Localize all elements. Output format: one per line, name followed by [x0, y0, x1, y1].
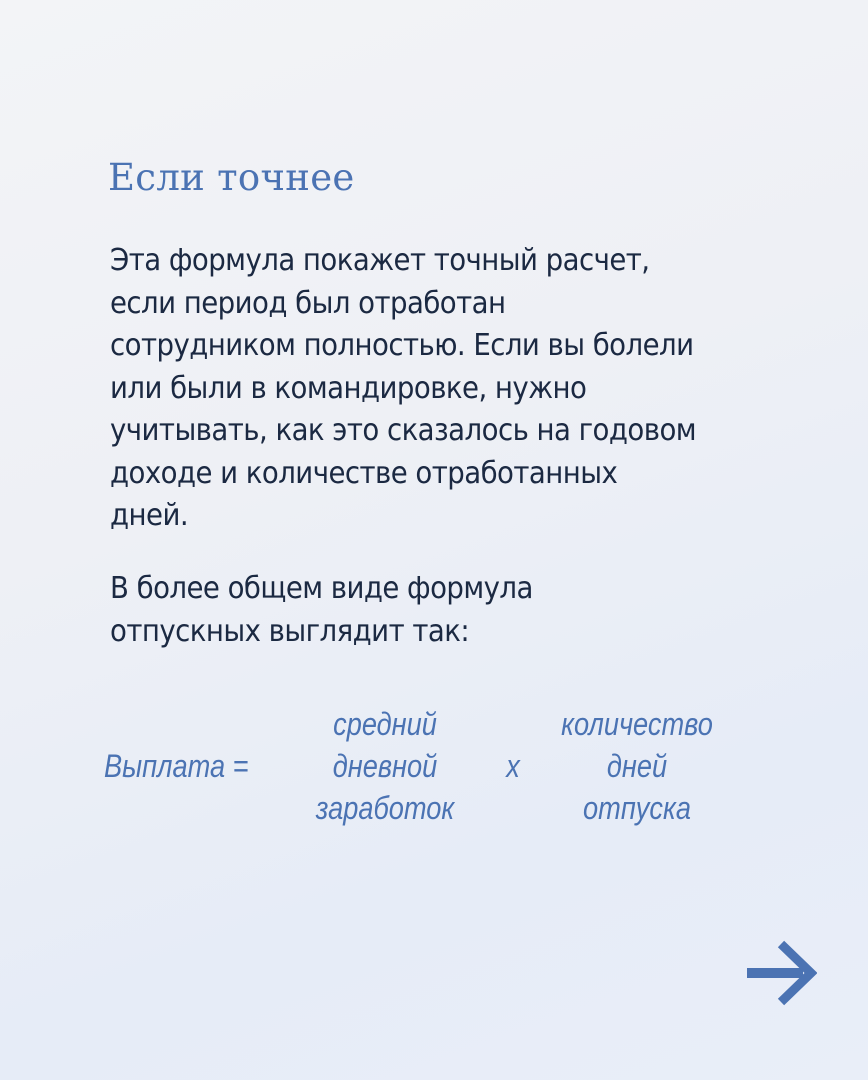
- formula-word: количество: [561, 706, 713, 742]
- formula-term-average-daily-earnings: [292, 703, 479, 829]
- slide-title: Если точнее: [108, 156, 355, 199]
- text-line: Эта формула покажет точный расчет,: [110, 243, 650, 278]
- text-line: если период был отработан: [110, 285, 506, 321]
- formula-word: средний: [333, 706, 437, 742]
- formula-word: дней: [606, 748, 668, 784]
- formula-multiply-operator: х: [506, 748, 520, 784]
- paragraph-formula-intro: [110, 568, 570, 653]
- formula-lhs: Выплата =: [104, 748, 249, 784]
- arrow-right-icon[interactable]: [745, 940, 817, 1006]
- text-line: или были в командировке, нужно: [110, 370, 587, 406]
- text-line: сотрудником полностью. Если вы болели: [110, 328, 694, 363]
- paragraph-explanation: [110, 240, 747, 538]
- text-line: учитывать, как это сказалось на годовом: [110, 413, 697, 448]
- text-line: отпускных выглядит так:: [110, 613, 470, 649]
- text-line: В более общем виде формула: [110, 571, 533, 606]
- formula-word: дневной: [332, 748, 438, 784]
- text-line: доходе и количестве отработанных: [110, 455, 618, 491]
- formula-word: заработок: [315, 790, 455, 826]
- formula-word: отпуска: [583, 790, 691, 826]
- text-line: дней.: [110, 498, 189, 533]
- formula-term-vacation-days: [544, 703, 731, 829]
